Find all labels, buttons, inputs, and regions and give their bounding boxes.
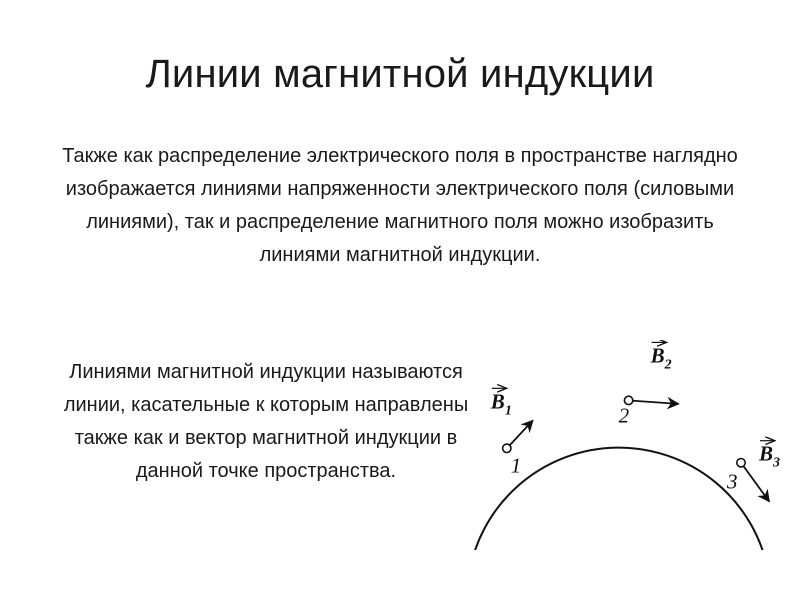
slide-title: Линии магнитной индукции [145, 52, 655, 96]
intro-paragraph: Также как распределение электрического поля в пространстве наглядно изображается линиями напряженности электрического поля (силовыми линиями), так и распределение магнитного поля можно изобразить линиями магнитной индукции. [62, 145, 738, 266]
tangent-arrow-icon [741, 463, 769, 502]
tangent-arrow-icon [629, 400, 679, 404]
field-point-marker [737, 459, 745, 467]
definition-paragraph: Линиями магнитной индукции называются линии, касательные к которым направлены также как и вектор магнитной индукции в данной точке пространства. [63, 361, 469, 482]
vector-label: $B_2$ [650, 343, 672, 373]
field-line-diagram [470, 340, 790, 550]
point-number-label: 1 [510, 453, 522, 478]
field-line-figure [470, 340, 790, 550]
tangent-arrow-icon [507, 421, 533, 449]
field-point-marker [503, 444, 511, 452]
vector-subscript: 2 [664, 357, 672, 373]
vector-label: $B_1$ [490, 389, 512, 419]
vector-subscript: 3 [773, 455, 781, 471]
point-number-label: 3 [727, 469, 738, 494]
vector-label: $B_3$ [759, 441, 781, 471]
vector-subscript: 1 [504, 403, 512, 419]
point-number-label: 2 [618, 403, 630, 428]
